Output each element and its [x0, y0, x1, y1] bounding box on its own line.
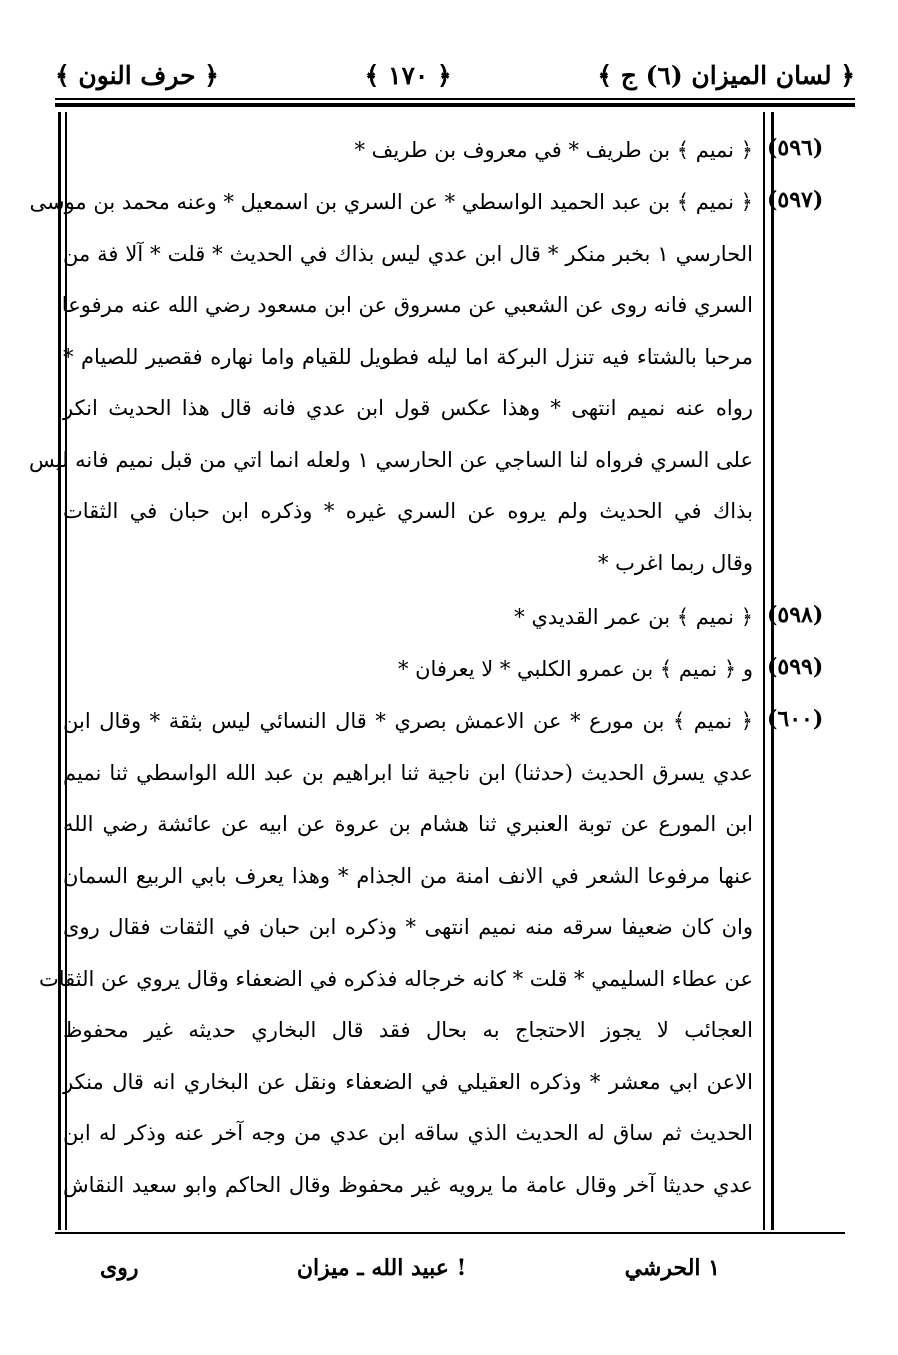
text-line: ابن المورع عن توبة العنبري ثنا هشام بن عروة عن ابيه عن عائشة رضي الله	[63, 812, 753, 836]
text-line: الاعن ابي معشر * وذكره العقيلي في الضعفاء ونقل عن البخاري انه قال منكر	[63, 1069, 753, 1094]
text-line: ﴿ نميم ﴾ بن عبد الحميد الواسطي * عن السري بن اسمعيل * وعنه محمد بن موسى	[29, 190, 753, 214]
entry-number: (٥٩٩)	[767, 654, 824, 680]
entry-text	[63, 592, 753, 644]
text-line: ﴿ نميم ﴾ بن مورع * عن الاعمش بصري * قال النسائي ليس بثقة * وقال ابن	[63, 709, 753, 733]
text-line: عن عطاء السليمي * قلت * كانه خرجاله فذكره في الضعفاء وقال يروي عن الثقات	[39, 966, 753, 991]
footnote-2: ! عبيد الله ـ ميزان	[296, 1255, 467, 1281]
text-line: العجائب لا يجوز الاحتجاج به بحال فقد قال البخاري حديثه غير محفوظ	[63, 1018, 753, 1042]
header-rule-thin	[55, 98, 855, 100]
entry-number: (٥٩٨)	[767, 602, 824, 628]
text-line: بذاك في الحديث ولم يروه عن السري غيره * وذكره ابن حبان في الثقات	[63, 499, 753, 523]
entry-text	[39, 696, 753, 1211]
text-line: ﴿ نميم ﴾ بن طريف * في معروف بن طريف *	[354, 138, 753, 162]
catchword: روى	[100, 1255, 139, 1281]
left-border-outer	[58, 112, 61, 1230]
entry-number: (٦٠٠)	[767, 706, 824, 732]
entry-text	[28, 177, 753, 589]
text-line: الحديث ثم ساق له الحديث الذي ساقه ابن عدي من وجه آخر عنه وذكر له ابن	[63, 1121, 753, 1145]
footnote-1: ۱ الحرشي	[624, 1255, 720, 1281]
text-line: عنها مرفوعا الشعر في الانف امنة من الجذام * وهذا يعرف بابي الربيع السمان	[63, 863, 753, 888]
text-line: وقال ربما اغرب *	[597, 550, 753, 575]
text-line: رواه عنه نميم انتهى * وهذا عكس قول ابن عدي فانه قال هذا الحديث انكر	[63, 396, 753, 420]
text-line: على السري فرواه لنا الساجي عن الحارسي ۱ ولعله انما اتي من قبل نميم فانه ليس	[28, 447, 753, 472]
book-title: ﴿ لسان الميزان (٦) ج ﴾	[597, 60, 855, 90]
text-line: الحارسي ۱ بخبر منكر * قال ابن عدي ليس بذاك في الحديث * قلت * آلا فة من	[63, 241, 753, 266]
text-line: السري فانه روى عن الشعبي عن مسروق عن ابن مسعود رضي الله عنه مرفوعا	[61, 293, 753, 317]
text-line: عدي حديثا آخر وقال عامة ما يرويه غير محفوظ وقال الحاكم وابو سعيد النقاش	[63, 1172, 753, 1197]
text-line: ﴿ نميم ﴾ بن عمر القديدي *	[514, 605, 753, 629]
text-line: و ﴿ نميم ﴾ بن عمرو الكلبي * لا يعرفان *	[397, 657, 753, 681]
page-number: ﴿ ١٧٠ ﴾	[364, 60, 452, 90]
right-border-inner	[763, 112, 765, 1230]
header-rule-thick	[55, 103, 855, 107]
page-header	[55, 52, 855, 98]
entry-text	[63, 644, 753, 696]
entry-number: (٥٩٧)	[767, 187, 824, 213]
entry-number: (٥٩٦)	[767, 135, 824, 161]
page-footer	[100, 1255, 720, 1281]
footer-rule	[55, 1232, 845, 1234]
entry-text	[63, 125, 753, 177]
text-line: وان كان ضعيفا سرقه منه نميم انتهى * وذكره ابن حبان في الثقات فقال روى	[63, 915, 753, 939]
text-line: عدي يسرق الحديث (حدثنا) ابن ناجية ثنا ابراهيم بن عبد الله الواسطي ثنا نميم	[63, 760, 753, 785]
chapter-title: ﴿ حرف النون ﴾	[55, 60, 219, 90]
text-line: مرحبا بالشتاء فيه تنزل البركة اما ليله فطويل للقيام واما نهاره فقصير للصيام *	[63, 344, 753, 369]
